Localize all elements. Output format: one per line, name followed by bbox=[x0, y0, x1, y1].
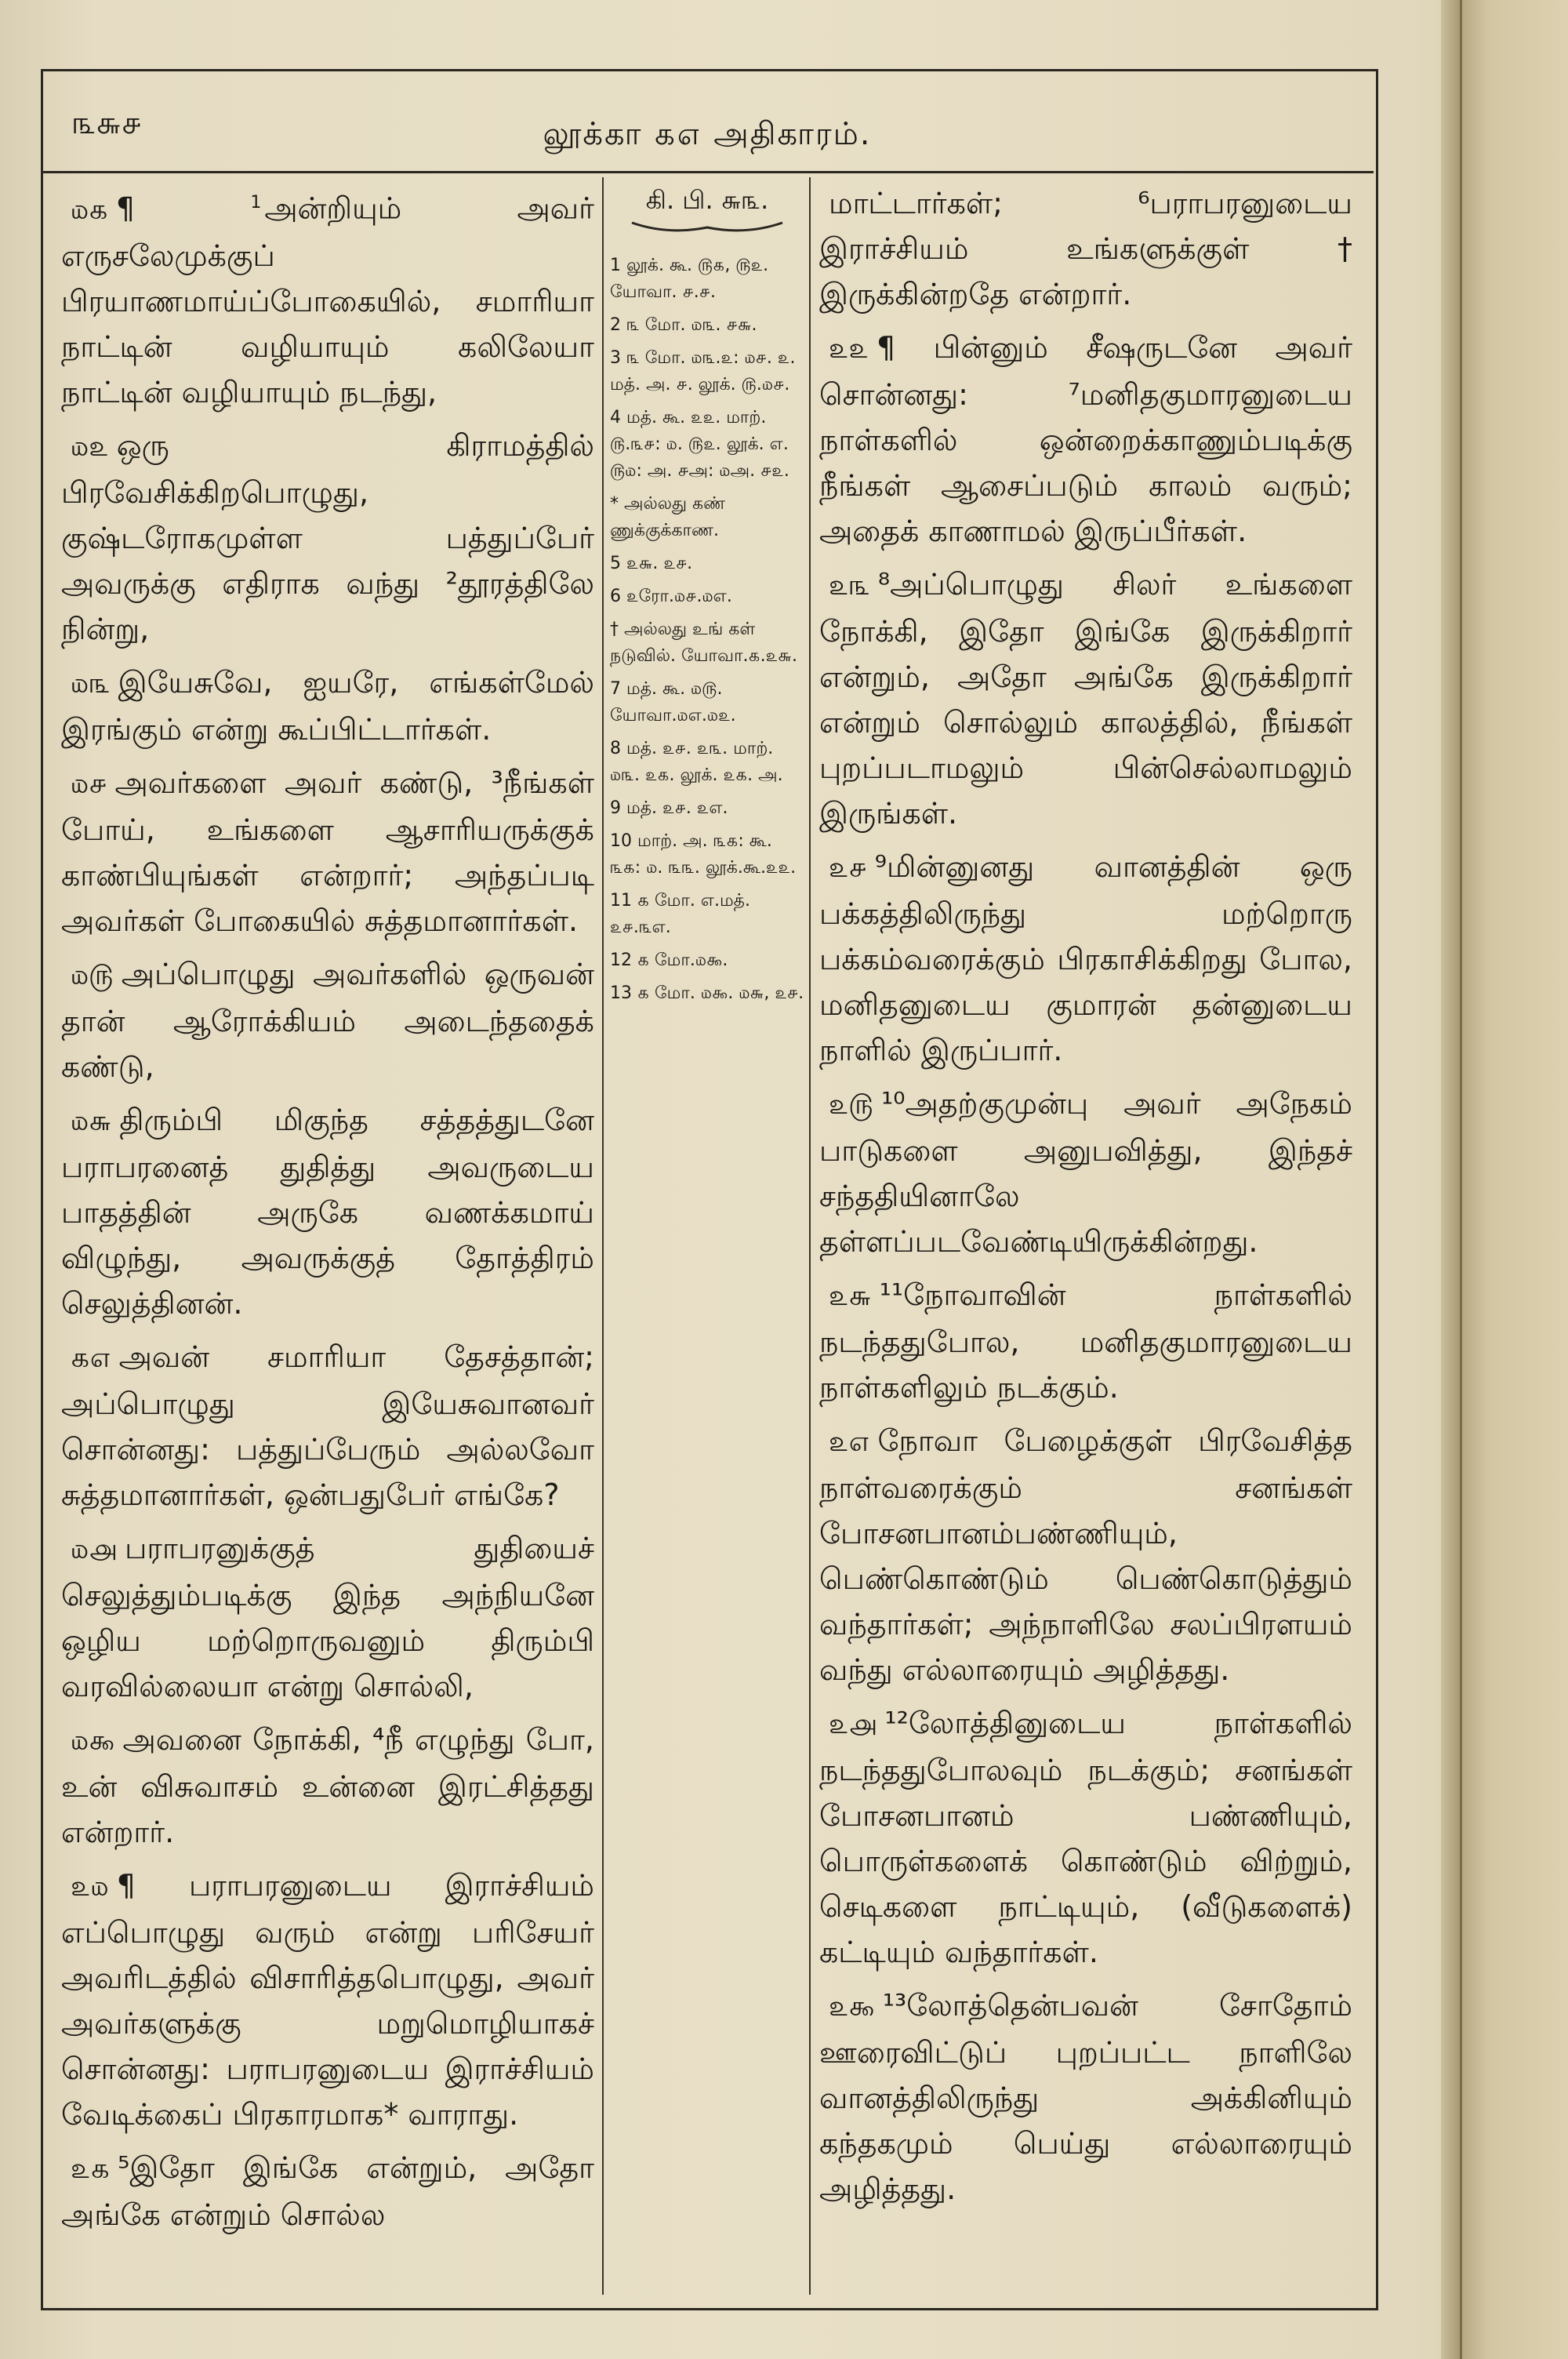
margin-reference: 8 மத். ௨௪. ௨௩. மாற். ௰௩. ௨௧. லூக். ௨௧. அ. bbox=[610, 739, 783, 785]
margin-reference: 10 மாற். அ. ௩௧: கூ. ௩௧: ௰. ௩௩. லூக்.கூ.௨௨. bbox=[610, 831, 797, 878]
ornament-flourish-icon bbox=[629, 218, 786, 237]
margin-reference-list bbox=[610, 253, 804, 1007]
verse-number: ௨௬ bbox=[829, 1280, 872, 1312]
verse-text: பராபரனுடைய இராச்சியம் எப்பொழுது வரும் என்று பரிசேயர் அவரிடத்தில் விசாரித்தபொழுது, அவர் அவர்களுக்கு மறுமொழியாகச் சொன்னது: பராபரனுடைய இராச்சியம் வேடிக்கைப் பிரகாரமாக* வாராது. bbox=[61, 1867, 594, 2132]
verse-number: ௰௩ bbox=[71, 667, 111, 700]
margin-reference: 2 ௩ மோ. ௰௩. ௪௬. bbox=[610, 315, 757, 335]
margin-reference: 3 ௩ மோ. ௰௩.௨: ௰௪. ௨. மத். அ. ௪. லூக். ௫.௰௪. bbox=[610, 348, 796, 394]
verse-text: மாட்டார்கள்; ⁶பராபரனுடைய இராச்சியம் உங்களுக்குள்† இருக்கின்றதே என்றார். bbox=[819, 186, 1352, 311]
verse-number: ௨௨ bbox=[829, 333, 869, 365]
verse-text: ¹²லோத்தினுடைய நாள்களில் நடந்ததுபோலவும் நடக்கும்; சனங்கள் போசனபானம் பண்ணியும், பொருள்களைக் கொண்டும் விற்றும், செடிகளை நாட்டியும், (வீடுகளைக்) கட்டியும் வந்தார்கள். bbox=[819, 1706, 1352, 1969]
verse-number: ௰௬ bbox=[71, 1104, 112, 1137]
verse-text: நோவா பேழைக்குள் பிரவேசித்த நாள்வரைக்கும் சனங்கள் போசனபானம்பண்ணியும், பெண்கொண்டும் பெண்கொடுத்தும் வந்தார்கள்; அந்நாளிலே சலப்பிரளயம் வந்து எல்லாரையும் அழித்தது. bbox=[819, 1423, 1352, 1687]
margin-reference: 6 ௨ரோ.௰௪.௰எ. bbox=[610, 587, 732, 606]
verse-paragraph bbox=[819, 844, 1352, 1073]
verse-number: ௨௫ bbox=[829, 1089, 874, 1121]
page-header bbox=[41, 69, 1374, 173]
page-gutter bbox=[1441, 0, 1460, 2359]
verse-number: ௰௮ bbox=[71, 1532, 118, 1565]
verse-paragraph bbox=[61, 1717, 594, 1855]
verse-number: ௰௯ bbox=[71, 1724, 115, 1757]
verse-text: பின்னும் சீஷருடனே அவர் சொன்னது: ⁷மனிதகுமாரனுடைய நாள்களில் ஒன்றைக்காணும்படிக்கு நீங்கள் ஆசைப்படும் காலம் வரும்; அதைக் காணாமல் இருப்பீர்கள். bbox=[819, 330, 1353, 548]
verse-text: அப்பொழுது அவர்களில் ஒருவன் தான் ஆரோக்கியம் அடைந்ததைக் கண்டு, bbox=[61, 956, 594, 1084]
verse-text: ⁸அப்பொழுது சிலர் உங்களை நோக்கி, இதோ இங்கே இருக்கிறார் என்றும், அதோ அங்கே இருக்கிறார் என்றும் சொல்லும் காலத்தில், நீங்கள் புறப்படாமலும் பின்செல்லாமலும் இருங்கள். bbox=[819, 567, 1352, 831]
verse-text: அவனை நோக்கி, ⁴நீ எழுந்து போ, உன் விசுவாசம் உன்னை இரட்சித்தது என்றார். bbox=[61, 1721, 594, 1849]
verse-text: ¹³லோத்தென்பவன் சோதோம் ஊரைவிட்டுப் புறப்பட்ட நாளிலே வானத்திலிருந்து அக்கினியும் கந்தகமும் பெய்து எல்லாரையும் அழித்தது. bbox=[819, 1988, 1352, 2206]
verse-number: ௨௪ bbox=[829, 852, 867, 884]
facing-page-edge bbox=[1460, 0, 1568, 2359]
verse-text: பராபரனுக்குத் துதியைச் செலுத்தும்படிக்கு இந்த அந்நியனே ஒழிய மற்றொருவனும் திரும்பி வரவில்லையா என்று சொல்லி, bbox=[61, 1530, 594, 1703]
pilcrow-mark: ¶ bbox=[876, 330, 934, 365]
verse-number: ௨௩ bbox=[829, 569, 870, 602]
verse-paragraph bbox=[61, 760, 594, 943]
margin-reference: * அல்லது கண் ணுக்குக்காண. bbox=[610, 494, 726, 540]
margin-reference: 11 ௧ மோ. எ.மத். ௨௪.௩எ. bbox=[610, 891, 751, 937]
page-number: ௩௬௪ bbox=[72, 105, 142, 141]
verse-number: ௰௧ bbox=[71, 193, 108, 226]
verse-paragraph bbox=[819, 1983, 1352, 2212]
verse-text: ⁹மின்னுனது வானத்தின் ஒரு பக்கத்திலிருந்து மற்றொரு பக்கம்வரைக்கும் பிரகாசிக்கிறது போல, மனிதனுடைய குமாரன் தன்னுடைய நாளில் இருப்பார். bbox=[819, 849, 1352, 1067]
cross-reference-column bbox=[610, 187, 804, 1013]
verse-paragraph bbox=[819, 1081, 1352, 1264]
pilcrow-mark: ¶ bbox=[115, 191, 251, 226]
margin-reference: † அல்லது உங் கள் நடுவில். யோவா.௧.௨௬. bbox=[610, 620, 797, 666]
margin-year: கி. பி. ௬௩. bbox=[645, 185, 769, 215]
verse-paragraph bbox=[819, 562, 1352, 836]
footnote-marker: 1 bbox=[250, 193, 262, 213]
verse-number: ௨௭ bbox=[829, 1426, 870, 1458]
margin-reference: 12 ௧ மோ.௰௯. bbox=[610, 951, 728, 970]
verse-text: ¹¹நோவாவின் நாள்களில் நடந்ததுபோல, மனிதகுமாரனுடைய நாள்களிலும் நடக்கும். bbox=[819, 1278, 1352, 1405]
verse-paragraph bbox=[61, 2145, 594, 2237]
margin-reference: 4 மத். கூ. ௨௨. மாற். ௫.௩௪: ௰. ௫௨. லூக். எ. ௫௰: அ. ௪அ: ௰அ. ௪௨. bbox=[610, 408, 789, 481]
verse-paragraph bbox=[61, 1334, 594, 1518]
verse-number: ௧௭ bbox=[71, 1341, 111, 1374]
margin-reference: 5 ௨௬. ௨௪. bbox=[610, 554, 693, 573]
verse-text: அவன் சமாரியா தேசத்தான்; அப்பொழுது இயேசுவானவர் சொன்னது: பத்துப்பேரும் அல்லவோ சுத்தமானார்கள், ஒன்பதுபேர் எங்கே? bbox=[61, 1339, 594, 1512]
verse-number: ௨௮ bbox=[829, 1708, 877, 1740]
verse-number: ௰௨ bbox=[71, 430, 109, 463]
margin-reference: 13 ௧ மோ. ௰௯. ௰௬, ௨௪. bbox=[610, 983, 804, 1003]
verse-paragraph bbox=[61, 1097, 594, 1326]
verse-paragraph bbox=[61, 1525, 594, 1709]
verse-paragraph bbox=[819, 180, 1352, 317]
verse-text: ⁵இதோ இங்கே என்றும், அதோ அங்கே என்றும் சொல்ல bbox=[61, 2150, 594, 2232]
verse-paragraph bbox=[61, 423, 594, 652]
verse-text: ¹⁰அதற்குமுன்பு அவர் அநேகம் பாடுகளை அனுபவித்து, இந்தச் சந்ததியினாலே தள்ளப்படவேண்டியிருக்கின்றது. bbox=[819, 1086, 1352, 1259]
verse-paragraph bbox=[819, 325, 1352, 554]
verse-paragraph bbox=[819, 1418, 1352, 1692]
verse-paragraph bbox=[819, 1700, 1352, 1975]
verse-number: ௨௰ bbox=[71, 1870, 109, 1903]
verse-text: இயேசுவே, ஐயரே, எங்கள்மேல் இரங்கும் என்று கூப்பிட்டார்கள். bbox=[61, 664, 594, 747]
verse-paragraph bbox=[61, 951, 594, 1089]
right-text-column bbox=[819, 180, 1352, 2219]
verse-text: ஒரு கிராமத்தில் பிரவேசிக்கிறபொழுது, குஷ்டரோகமுள்ள பத்துப்பேர் அவருக்கு எதிராக வந்து ²தூரத்திலே நின்று, bbox=[61, 427, 594, 646]
margin-reference: 9 மத். ௨௪. ௨எ. bbox=[610, 798, 728, 818]
verse-paragraph bbox=[61, 1863, 594, 2137]
verse-text: அவர்களை அவர் கண்டு, ³நீங்கள் போய், உங்களை ஆசாரியருக்குக் காண்பியுங்கள் என்றார்; அந்தப்படி அவர்கள் போகையில் சுத்தமானார்கள். bbox=[61, 765, 594, 938]
verse-number: ௰௫ bbox=[71, 958, 114, 991]
verse-paragraph bbox=[61, 660, 594, 752]
margin-reference: 7 மத். கூ. ௰௫. யோவா.௰எ.௰௨. bbox=[610, 679, 736, 725]
verse-number: ௰௪ bbox=[71, 767, 107, 800]
verse-number: ௨௯ bbox=[829, 1990, 875, 2023]
pilcrow-mark: ¶ bbox=[116, 1867, 189, 1903]
running-head: லூக்கா ௧௭ அதிகாரம். bbox=[543, 116, 872, 152]
margin-reference: 1 லூக். கூ. ௫௧, ௫௨. யோவா. ௪.௪. bbox=[610, 256, 769, 302]
left-text-column bbox=[61, 180, 594, 2245]
verse-text: திரும்பி மிகுந்த சத்தத்துடனே பராபரனைத் துதித்து அவருடைய பாதத்தின் அருகே வணக்கமாய் விழுந்து, அவருக்குத் தோத்திரம் செலுத்தினன். bbox=[61, 1102, 594, 1321]
verse-text: அன்றியும் அவர் எருசலேமுக்குப் பிரயாணமாய்ப்போகையில், சமாரியா நாட்டின் வழியாயும் கலிலேயா நாட்டின் வழியாயும் நடந்து, bbox=[61, 191, 594, 409]
column-rule-right bbox=[809, 177, 811, 2295]
verse-paragraph bbox=[61, 180, 594, 415]
column-rule-left bbox=[602, 177, 604, 2295]
verse-paragraph bbox=[819, 1272, 1352, 1410]
verse-number: ௨௧ bbox=[71, 2152, 111, 2185]
